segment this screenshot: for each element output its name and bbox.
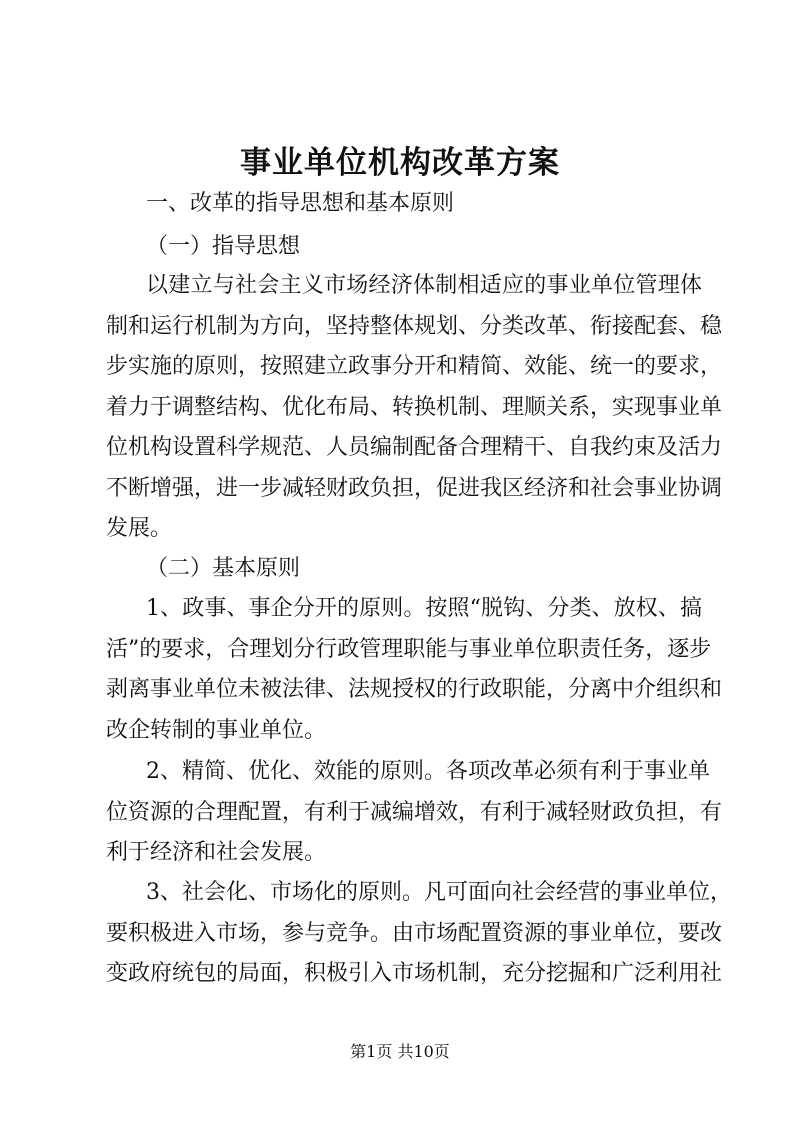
paragraph-principle-2 [106, 752, 723, 874]
text-line: 不断增强，进一步减轻财政负担，促进我区经济和社会事业协调 [106, 475, 723, 501]
text-line: 位机构设置科学规范、人员编制配备合理精干、自我约束及活力 [106, 435, 723, 460]
text-line: 制和运行机制为方向，坚持整体规划、分类改革、衔接配套、稳 [106, 313, 723, 339]
text-line: 发展。 [106, 516, 173, 541]
text-line: 要积极进入市场，参与竞争。由市场配置资源的事业单位，要改 [106, 920, 723, 946]
paragraph-guiding-ideology [106, 266, 723, 550]
subsection-heading-guiding-ideology: （一）指导思想 [146, 234, 301, 259]
text-line: 步实施的原则，按照建立政事分开和精简、效能、统一的要求， [106, 354, 723, 379]
text-line: 3、社会化、市场化的原则。凡可面向社会经营的事业单位， [146, 880, 732, 905]
text-line: 以建立与社会主义市场经济体制相适应的事业单位管理体 [146, 273, 702, 298]
document-title: 事业单位机构改革方案 [240, 145, 560, 181]
text-line: 变政府统包的局面，积极引入市场机制，充分挖掘和广泛利用社 [106, 961, 723, 986]
text-line: 改企转制的事业单位。 [106, 717, 327, 743]
text-line: 利于经济和社会发展。 [106, 840, 327, 865]
page-footer: 第1页 共10页 [350, 1042, 450, 1061]
text-line: 1、政事、事企分开的原则。按照“脱钩、分类、放权、搞 [146, 596, 702, 621]
section-heading-1: 一、改革的指导思想和基本原则 [146, 191, 455, 216]
paragraph-principle-1 [106, 589, 723, 751]
text-line: 着力于调整结构、优化布局、转换机制、理顺关系，实现事业单 [106, 394, 723, 420]
text-line: 位资源的合理配置，有利于减编增效，有利于减轻财政负担，有 [106, 799, 723, 825]
subsection-heading-basic-principles: （二）基本原则 [146, 556, 301, 581]
paragraph-principle-3 [106, 873, 732, 995]
text-line: 剥离事业单位未被法律、法规授权的行政职能，分离中介组织和 [106, 677, 723, 702]
text-line: 活”的要求，合理划分行政管理职能与事业单位职责任务，逐步 [106, 636, 712, 662]
text-line: 2、精简、优化、效能的原则。各项改革必须有利于事业单 [146, 759, 710, 784]
